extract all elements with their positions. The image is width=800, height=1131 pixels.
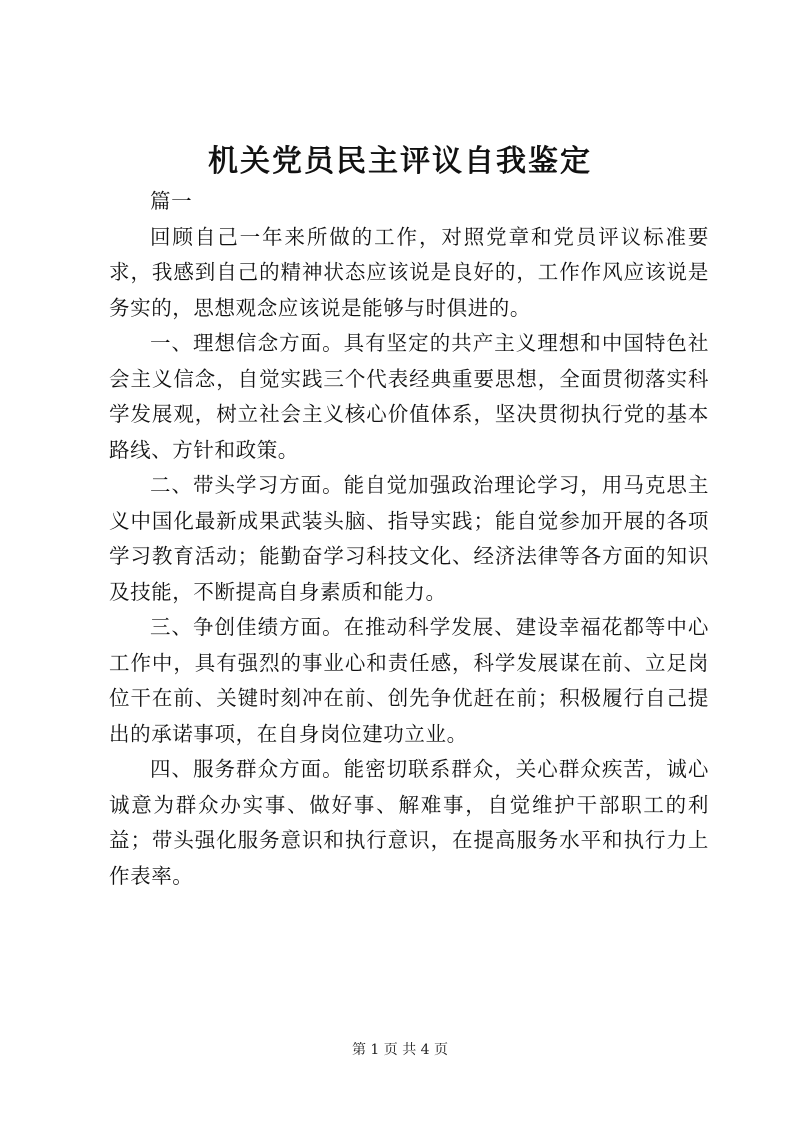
paragraph-achievements: 三、争创佳绩方面。在推动科学发展、建设幸福花都等中心工作中，具有强烈的事业心和责任感，科学发展谋在前、立足岗位干在前、关键时刻冲在前、创先争优赶在前；积极履行自己提出的承诺事项，在自身岗位建功立业。 xyxy=(109,615,709,746)
page-footer: 第 1 页 共 4 页 xyxy=(351,1042,449,1058)
paragraph-service: 四、服务群众方面。能密切联系群众，关心群众疾苦，诚心诚意为群众办实事、做好事、解难事，自觉维护干部职工的利益；带头强化服务意识和执行意识，在提高服务水平和执行力上作表率。 xyxy=(109,757,709,888)
paragraph-study: 二、带头学习方面。能自觉加强政治理论学习，用马克思主义中国化最新成果武装头脑、指导实践；能自觉参加开展的各项学习教育活动；能勤奋学习科技文化、经济法律等各方面的知识及技能，不断提高自身素质和能力。 xyxy=(109,473,709,604)
paragraph-intro: 回顾自己一年来所做的工作，对照党章和党员评议标准要求，我感到自己的精神状态应该说是良好的，工作作风应该说是务实的，思想观念应该说是能够与时俱进的。 xyxy=(109,224,709,320)
paragraph-ideals: 一、理想信念方面。具有坚定的共产主义理想和中国特色社会主义信念，自觉实践三个代表经典重要思想，全面贯彻落实科学发展观，树立社会主义核心价值体系，坚决贯彻执行党的基本路线、方针和政策。 xyxy=(109,331,709,462)
document-title: 机关党员民主评议自我鉴定 xyxy=(208,144,592,179)
document-body xyxy=(109,184,709,894)
section-label: 篇一 xyxy=(150,189,193,213)
